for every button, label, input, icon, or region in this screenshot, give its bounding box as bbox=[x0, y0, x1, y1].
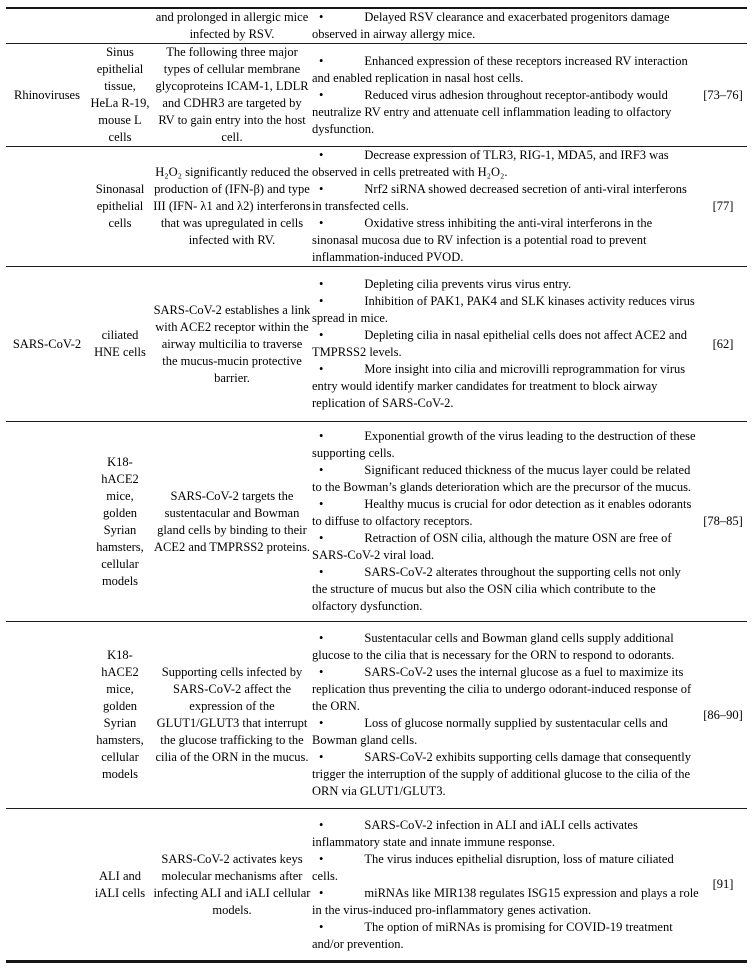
table-row bbox=[6, 809, 747, 962]
finding-text: More insight into cilia and microvilli reprogrammation for virus entry would identify marker candidates for treatment to block airway replication of SARS-CoV-2. bbox=[312, 362, 686, 410]
reference-text: [91] bbox=[712, 877, 734, 891]
bullet-icon: • bbox=[319, 328, 324, 342]
finding-text: Oxidative stress inhibiting the anti-viral interferons in the sinonasal mucosa due to RV infection is a potential road to prevent inflammation-induced PVOD. bbox=[312, 216, 653, 264]
tissue-cell bbox=[88, 622, 152, 809]
mechanism-cell bbox=[152, 422, 312, 622]
bullet-icon: • bbox=[319, 362, 324, 376]
bullet-icon: • bbox=[319, 10, 324, 24]
bullet-icon: • bbox=[319, 919, 324, 934]
finding-item bbox=[312, 851, 699, 885]
paper-table bbox=[6, 7, 747, 963]
finding-item bbox=[312, 496, 699, 530]
bullet-icon: • bbox=[319, 87, 324, 102]
finding-item bbox=[312, 564, 699, 615]
bullet-icon: • bbox=[319, 565, 324, 579]
finding-text: Delayed RSV clearance and exacerbated progenitors damage observed in airway allergy mice. bbox=[312, 10, 670, 41]
tissue-text: ALI and iALI cells bbox=[94, 868, 146, 900]
finding-text: Retraction of OSN cilia, although the mature OSN are free of SARS-CoV-2 viral load. bbox=[312, 531, 672, 562]
finding-item bbox=[312, 361, 699, 412]
findings-cell bbox=[312, 622, 699, 809]
reference-cell bbox=[699, 622, 747, 809]
reference-text: [62] bbox=[712, 336, 734, 351]
virus-name: SARS-CoV-2 bbox=[12, 336, 82, 351]
finding-item bbox=[312, 9, 699, 43]
mechanism-text: SARS-CoV-2 activates keys molecular mechanisms after infecting ALI and iALI cellular models. bbox=[153, 851, 311, 917]
finding-item bbox=[312, 919, 699, 953]
tissue-cell bbox=[88, 8, 152, 44]
finding-text: Enhanced expression of these receptors increased RV interaction and enabled replication in nasal host cells. bbox=[312, 53, 688, 85]
findings-cell bbox=[312, 809, 699, 962]
findings-cell bbox=[312, 147, 699, 267]
findings-cell bbox=[312, 267, 699, 422]
virus-cell bbox=[6, 622, 88, 809]
finding-text: Sustentacular cells and Bowman gland cells supply additional glucose to the cilia that is necessary for the ORN to respond to odorants. bbox=[312, 631, 675, 662]
finding-text: Significant reduced thickness of the mucus layer could be related to the Bowman’s glands deterioration which are the precursor of the mucus. bbox=[312, 463, 692, 494]
table-row bbox=[6, 422, 747, 622]
tissue-cell bbox=[88, 809, 152, 962]
virus-name: Rhinoviruses bbox=[14, 87, 80, 102]
finding-text: Decrease expression of TLR3, RIG-1, MDA5, and IRF3 was observed in cells pretreated with H₂O₂. bbox=[312, 148, 669, 179]
reference-cell bbox=[699, 8, 747, 44]
finding-text: SARS-CoV-2 infection in ALI and iALI cells activates inflammatory state and innate immune response. bbox=[312, 817, 638, 849]
reference-cell bbox=[699, 267, 747, 422]
mechanism-text: Supporting cells infected by SARS-CoV-2 affect the expression of the GLUT1/GLUT3 that interrupt the glucose trafficking to the cilia of the ORN in the mucus. bbox=[155, 665, 309, 764]
mechanism-cell bbox=[152, 622, 312, 809]
tissue-cell bbox=[88, 422, 152, 622]
reference-cell bbox=[699, 147, 747, 267]
finding-item bbox=[312, 428, 699, 462]
reference-text: [78–85] bbox=[703, 514, 743, 528]
table-row bbox=[6, 267, 747, 422]
finding-item bbox=[312, 53, 699, 87]
finding-text: Depleting cilia in nasal epithelial cells does not affect ACE2 and TMPRSS2 levels. bbox=[312, 328, 687, 359]
finding-text: Nrf2 siRNA showed decreased secretion of anti-viral interferons in transfected cells. bbox=[312, 182, 687, 213]
finding-text: miRNAs like MIR138 regulates ISG15 expression and plays a role in the virus-induced pro-inflammatory genes activation. bbox=[312, 885, 699, 917]
mechanism-cell bbox=[152, 267, 312, 422]
bullet-icon: • bbox=[319, 497, 324, 511]
tissue-text: Sinonasal epithelial cells bbox=[95, 182, 145, 230]
finding-text: Healthy mucus is crucial for odor detection as it enables odorants to diffuse to olfactory receptors. bbox=[312, 497, 692, 528]
finding-item bbox=[312, 664, 699, 715]
finding-text: The option of miRNAs is promising for COVID-19 treatment and/or prevention. bbox=[312, 919, 673, 951]
findings-cell bbox=[312, 44, 699, 147]
mechanism-text: The following three major types of cellular membrane glycoproteins ICAM-1, LDLR and CDHR3 are targeted by RV to gain entry into the host cell. bbox=[155, 45, 309, 144]
finding-item bbox=[312, 630, 699, 664]
reference-cell bbox=[699, 422, 747, 622]
mechanism-cell bbox=[152, 147, 312, 267]
bullet-icon: • bbox=[319, 531, 324, 545]
finding-item bbox=[312, 147, 699, 181]
finding-text: Reduced virus adhesion throughout receptor-antibody would neutralize RV entry and attenuate cell inflammation leading to olfactory dysfunction. bbox=[312, 87, 672, 136]
table-row bbox=[6, 8, 747, 44]
bullet-icon: • bbox=[319, 463, 324, 477]
virus-cell bbox=[6, 8, 88, 44]
reference-text: [77] bbox=[712, 199, 734, 213]
bullet-icon: • bbox=[319, 294, 324, 308]
tissue-text: K18-hACE2 mice, golden Syrian hamsters, cellular models bbox=[96, 648, 144, 781]
finding-text: Exponential growth of the virus leading to the destruction of these supporting cells. bbox=[312, 429, 696, 460]
bullet-icon: • bbox=[319, 817, 324, 832]
tissue-text: Sinus epithelial tissue, HeLa R-19, mouse L cells bbox=[90, 45, 150, 144]
mechanism-cell bbox=[152, 8, 312, 44]
bullet-icon: • bbox=[319, 216, 324, 230]
finding-text: Depleting cilia prevents virus virus entry. bbox=[364, 277, 572, 291]
finding-item bbox=[312, 749, 699, 800]
mechanism-text: SARS-CoV-2 targets the sustentacular and Bowman gland cells by binding to their ACE2 and TMPRSS2 proteins. bbox=[153, 488, 311, 554]
reference-text: [86–90] bbox=[703, 707, 743, 722]
bullet-icon: • bbox=[319, 182, 324, 196]
bullet-icon: • bbox=[319, 429, 324, 443]
virus-cell bbox=[6, 147, 88, 267]
finding-item bbox=[312, 215, 699, 266]
bullet-icon: • bbox=[319, 631, 324, 645]
tissue-text: ciliated HNE cells bbox=[94, 328, 146, 359]
finding-item bbox=[312, 462, 699, 496]
bullet-icon: • bbox=[319, 851, 324, 866]
bullet-icon: • bbox=[319, 885, 324, 900]
reference-cell bbox=[699, 809, 747, 962]
tissue-cell bbox=[88, 147, 152, 267]
bullet-icon: • bbox=[319, 665, 324, 679]
virus-cell bbox=[6, 267, 88, 422]
finding-item bbox=[312, 817, 699, 851]
finding-text: Loss of glucose normally supplied by sustentacular cells and Bowman gland cells. bbox=[312, 716, 668, 747]
finding-item bbox=[312, 181, 699, 215]
finding-item bbox=[312, 87, 699, 138]
bullet-icon: • bbox=[319, 148, 324, 162]
finding-text: SARS-CoV-2 uses the internal glucose as a fuel to maximize its replication thus preventing the cilia to undergo odorant-induced response of the ORN. bbox=[312, 665, 692, 713]
tissue-cell bbox=[88, 44, 152, 147]
finding-item bbox=[312, 327, 699, 361]
mechanism-text: H₂O₂ significantly reduced the production of (IFN-β) and type III (IFN- λ1 and λ2) interferons that was upregulated in cells infected with RV. bbox=[153, 165, 311, 247]
mechanism-text: SARS-CoV-2 establishes a link with ACE2 receptor within the airway multicilia to traverse the mucus-mucin protective barrier. bbox=[153, 302, 311, 385]
reference-cell bbox=[699, 44, 747, 147]
bullet-icon: • bbox=[319, 750, 324, 764]
reference-text: [73–76] bbox=[703, 87, 743, 102]
findings-cell bbox=[312, 422, 699, 622]
finding-item bbox=[312, 530, 699, 564]
mechanism-cell bbox=[152, 809, 312, 962]
bullet-icon: • bbox=[319, 277, 324, 291]
table-row bbox=[6, 44, 747, 147]
bullet-icon: • bbox=[319, 716, 324, 730]
finding-text: SARS-CoV-2 alterates throughout the supporting cells not only the structure of mucus but also the OSN cilia which contribute to the olfactory dysfunction. bbox=[312, 565, 681, 613]
finding-item bbox=[312, 715, 699, 749]
finding-text: The virus induces epithelial disruption, loss of mature ciliated cells. bbox=[312, 851, 674, 883]
tissue-text: K18-hACE2 mice, golden Syrian hamsters, cellular models bbox=[96, 454, 144, 588]
finding-text: Inhibition of PAK1, PAK4 and SLK kinases activity reduces virus spread in mice. bbox=[312, 294, 695, 325]
findings-cell bbox=[312, 8, 699, 44]
virus-cell bbox=[6, 809, 88, 962]
mechanism-text: and prolonged in allergic mice infected by RSV. bbox=[155, 10, 309, 41]
finding-item bbox=[312, 885, 699, 919]
table-row bbox=[6, 622, 747, 809]
virus-cell bbox=[6, 44, 88, 147]
finding-item bbox=[312, 276, 699, 293]
bullet-icon: • bbox=[319, 53, 324, 68]
table-row bbox=[6, 147, 747, 267]
mechanism-cell bbox=[152, 44, 312, 147]
tissue-cell bbox=[88, 267, 152, 422]
finding-item bbox=[312, 293, 699, 327]
virus-cell bbox=[6, 422, 88, 622]
finding-text: SARS-CoV-2 exhibits supporting cells damage that consequently trigger the interruption of the supply of additional glucose to the cilia of the ORN via GLUT1/GLUT3. bbox=[312, 750, 691, 798]
